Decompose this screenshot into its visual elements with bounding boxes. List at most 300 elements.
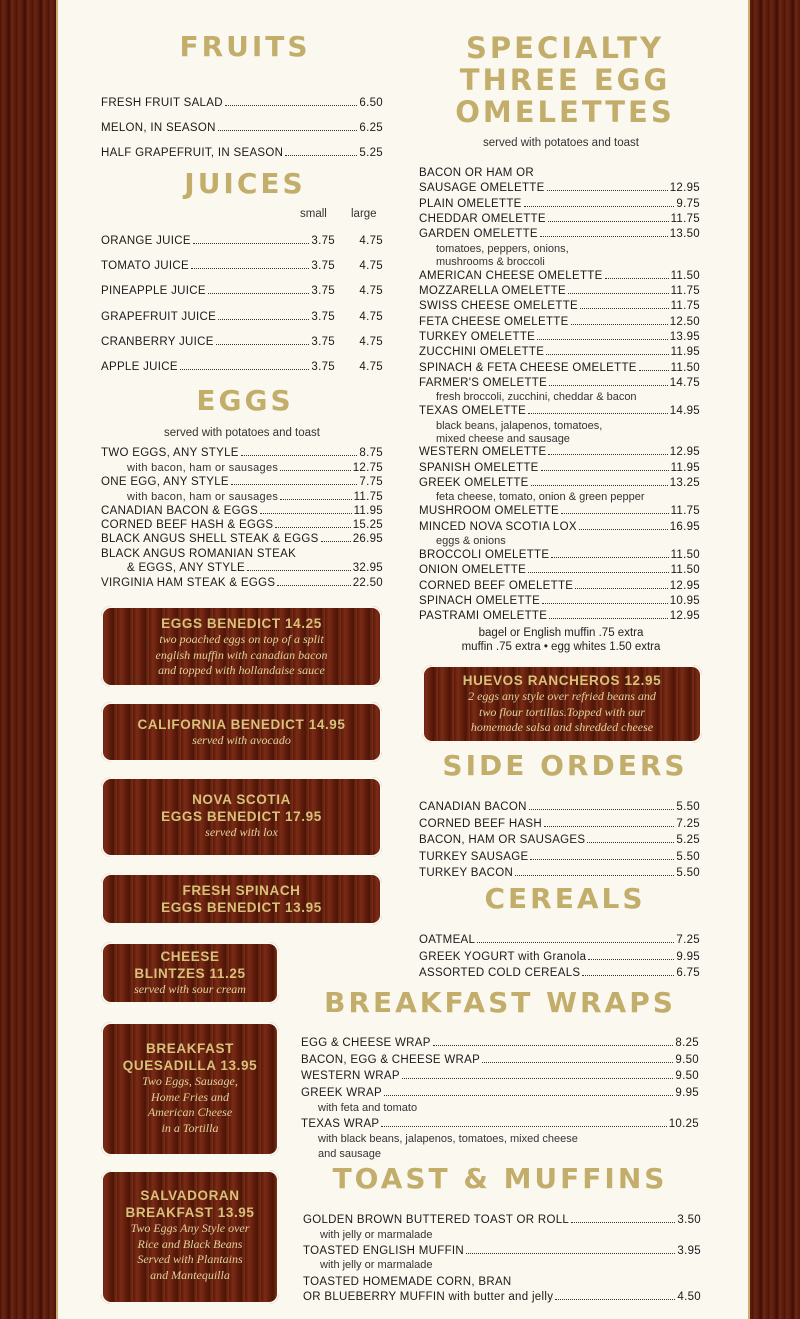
menu-item-price: 12.95 [669,182,700,195]
eggs-heading: EGGS [196,384,294,417]
menu-item-description: fresh broccoli, zucchini, cheddar & bacon [436,391,637,404]
menu-item [101,532,383,546]
menu-item-name: CORNED BEEF HASH [419,817,543,830]
side-orders-heading: SIDE ORDERS [442,749,688,782]
special-title: EGGS BENEDICT 17.95 [161,809,322,824]
menu-item-price-small: 3.75 [311,285,335,298]
menu-item-name: ONION OMELETTE [419,564,527,577]
menu-item-name: HALF GRAPEFRUIT, IN SEASON [101,147,284,159]
special-text: served with sour cream [134,982,246,996]
menu-item-name: TURKEY OMELETTE [419,330,536,343]
leader-dots [482,1053,673,1063]
menu-item [419,197,700,211]
special-title: EGGS BENEDICT 14.25 [161,616,322,631]
special-text: and Mantequilla [150,1267,230,1282]
leader-dots [548,212,669,222]
leader-dots [537,330,668,340]
menu-item [419,609,700,623]
menu-item-description: feta cheese, tomato, onion & green pepper [436,491,645,504]
menu-item-price: 12.95 [669,610,700,623]
leader-dots [551,548,668,558]
menu-item-price-small: 3.75 [311,310,335,323]
special-text: served with avocado [192,733,291,747]
leader-dots [575,579,667,589]
menu-item-name: GRAPEFRUIT JUICE [101,310,217,323]
menu-item-price: 32.95 [352,562,383,574]
menu-item-name: GREEK OMELETTE [419,477,529,490]
menu-item-name: PASTRAMI OMELETTE [419,610,548,623]
menu-item-name: ONE EGG, ANY STYLE [101,476,229,488]
menu-item-price: 6.75 [676,967,700,980]
menu-item-description: with jelly or marmalade [320,1229,433,1241]
menu-item-name: BACON, HAM OR SAUSAGES [419,834,586,847]
menu-item-name: WESTERN OMELETTE [419,446,547,459]
menu-item-name: PLAIN OMELETTE [419,197,522,210]
omelettes-heading [420,32,710,128]
menu-item-price-large: 4.75 [359,361,383,373]
menu-item [101,234,383,248]
menu-item [101,461,383,475]
menu-item [101,504,383,518]
leader-dots [588,950,674,960]
menu-item-price: 13.95 [669,330,700,343]
leader-dots [180,360,310,370]
menu-item [419,950,700,964]
leader-dots [208,284,310,294]
menu-item [101,547,383,561]
menu-item-name: SAUSAGE OMELETTE [419,182,545,195]
leader-dots [605,269,669,279]
menu-item-price-large: 4.75 [359,260,383,273]
menu-item [419,850,700,864]
omelettes-heading-line: OMELETTES [455,95,675,129]
special-text: two poached eggs on top of a split [159,632,324,646]
menu-item [419,299,700,313]
menu-item-description: eggs & onions [436,535,506,548]
menu-item-description: tomatoes, peppers, onions, [436,242,569,255]
omelettes-extra-2: muffin .75 extra • egg whites 1.50 extra [461,641,661,653]
menu-item-name: MELON, IN SEASON [101,122,216,134]
leader-dots [381,1117,666,1127]
menu-item-price-small: 3.75 [311,235,335,247]
leader-dots [321,532,351,542]
menu-item-price: 10.95 [669,595,700,607]
leader-dots [540,227,668,237]
menu-item-name: EGG & CHEESE WRAP [301,1037,431,1049]
menu-item-name: CANADIAN BACON & EGGS [101,505,259,517]
menu-item-price: 5.50 [676,801,700,813]
menu-item [419,476,700,490]
menu-item-price: 14.75 [669,377,700,389]
leader-dots [280,490,351,500]
menu-item-description: with jelly or marmalade [320,1259,433,1271]
menu-item [419,404,700,418]
leader-dots [275,518,350,528]
menu-item-price: 11.75 [670,284,700,297]
menu-item [419,966,700,980]
menu-item-price-small: 3.75 [311,335,335,348]
menu-item [419,504,700,518]
leader-dots [547,181,668,191]
menu-item [101,490,383,504]
menu-item-price: 4.50 [677,1291,701,1303]
menu-item-price: 7.25 [676,817,700,830]
menu-item-name: MOZZARELLA OMELETTE [419,284,566,297]
leader-dots [433,1036,674,1046]
menu-item-price: 9.95 [676,950,700,963]
leader-dots [241,446,358,456]
menu-item [419,817,700,831]
menu-item [301,1036,699,1050]
menu-item-name: FETA CHEESE OMELETTE [419,315,569,328]
leader-dots [225,96,358,106]
menu-item [101,518,383,532]
leader-dots [384,1086,673,1096]
menu-item-name: SWISS CHEESE OMELETTE [419,300,579,313]
menu-item-price-small: 3.75 [311,361,335,373]
wraps-heading: BREAKFAST WRAPS [324,986,676,1019]
menu-item-name: GREEK WRAP [301,1086,382,1099]
special-plaque [101,873,382,925]
menu-item-name: GOLDEN BROWN BUTTERED TOAST OR ROLL [303,1214,570,1226]
special-title: CHEESE [160,949,220,964]
menu-item [301,1086,699,1100]
leader-dots [524,197,675,207]
menu-item-name: SPINACH & FETA CHEESE OMELETTE [419,361,637,374]
menu-item [101,360,383,374]
leader-dots [548,445,667,455]
menu-item-price: 26.95 [352,533,383,545]
menu-item-price: 11.50 [670,564,700,577]
menu-item-name: AMERICAN CHEESE OMELETTE [419,269,603,282]
menu-item-price: 9.75 [676,197,700,210]
special-title: SALVADORAN [140,1188,240,1203]
menu-item-name: FRESH FRUIT SALAD [101,97,223,109]
menu-item-price: 11.95 [670,346,700,359]
juices-heading: JUICES [184,167,306,200]
special-title: BREAKFAST 13.95 [125,1205,255,1220]
leader-dots [528,563,668,573]
menu-item [101,310,383,324]
menu-item-name: CRANBERRY JUICE [101,335,214,348]
special-title: QUESADILLA 13.95 [122,1058,258,1073]
menu-item-name: SPANISH OMELETTE [419,461,539,474]
juices-col-large: large [351,208,377,220]
menu-item [419,933,700,947]
special-text: American Cheese [147,1105,233,1119]
menu-item [419,445,700,459]
leader-dots [216,335,310,345]
leader-dots [231,475,358,485]
menu-item-price: 12.95 [669,446,700,459]
leader-dots [515,866,674,876]
special-plaque [101,702,382,762]
menu-item [419,548,700,562]
huevos-text-line: homemade salsa and shredded cheese [470,720,654,734]
menu-item [101,561,383,575]
special-text: served with lox [205,825,278,839]
menu-item [419,315,700,329]
menu-item-name: CORNED BEEF HASH & EGGS [101,519,274,531]
menu-item-price: 10.25 [668,1117,699,1130]
leader-dots [639,361,669,371]
special-plaque [101,942,279,1004]
menu-item-description: with black beans, jalapenos, tomatoes, mixed cheese [318,1133,578,1146]
special-plaque [101,1022,279,1156]
menu-item-price: 11.50 [670,269,700,282]
menu-item-price: 12.75 [352,462,383,474]
menu-item [419,166,700,180]
menu-item-name: & EGGS, ANY STYLE [127,562,246,574]
menu-item [303,1275,701,1289]
menu-item-name: TWO EGGS, ANY STYLE [101,447,239,459]
menu-item-name: ASSORTED COLD CEREALS [419,967,581,980]
menu-item-name: GREEK YOGURT with Granola [419,950,587,963]
special-text: in a Tortilla [161,1120,219,1135]
toast-heading: TOAST & MUFFINS [332,1162,668,1195]
menu-item [419,461,700,475]
menu-item-name: OR BLUEBERRY MUFFIN with butter and jelly [303,1291,554,1303]
leader-dots [546,345,668,355]
menu-item-name: TURKEY SAUSAGE [419,850,529,863]
menu-item-price: 7.75 [359,476,383,488]
menu-item-name: BACON OR HAM OR [419,167,535,179]
menu-item [419,330,700,344]
omelettes-heading-line: SPECIALTY [466,31,664,65]
menu-item-name: TOASTED ENGLISH MUFFIN [303,1245,465,1257]
menu-item-name: CORNED BEEF OMELETTE [419,579,574,592]
menu-item [419,833,700,847]
menu-item-price: 3.95 [677,1245,701,1257]
menu-item [301,1069,699,1083]
menu-item [101,259,383,273]
menu-item [101,475,383,489]
menu-item-price: 12.50 [669,315,700,328]
menu-item [303,1244,701,1258]
menu-item-price: 11.95 [353,505,383,517]
menu-item [101,284,383,298]
leader-dots [218,310,309,320]
leader-dots [191,259,309,269]
menu-item-name: ORANGE JUICE [101,235,191,247]
huevos-text-line: two flour tortillas.Topped with our [479,704,645,719]
fruits-heading: FRUITS [179,30,311,63]
menu-item-price-large: 4.75 [359,235,383,247]
menu-item [419,212,700,226]
menu-item [419,269,700,283]
menu-item-price: 6.50 [359,97,383,109]
huevos-title: HUEVOS RANCHEROS 12.95 [462,673,662,688]
menu-item [301,1117,699,1131]
special-text: Home Fries and [151,1089,229,1104]
leader-dots [285,146,357,156]
menu-item-name: TURKEY BACON [419,867,514,880]
omelettes-extra-1: bagel or English muffin .75 extra [478,627,644,639]
menu-item [419,594,700,608]
menu-item [419,866,700,880]
menu-item-name: with bacon, ham or sausages [127,462,279,474]
leader-dots [529,800,675,810]
menu-item-name: BROCCOLI OMELETTE [419,548,550,561]
menu-item-name: TOASTED HOMEMADE CORN, BRAN [303,1276,512,1288]
menu-item-price: 11.75 [670,505,700,518]
menu-item-name: VIRGINIA HAM STEAK & EGGS [101,577,276,589]
menu-item-price: 3.50 [677,1214,701,1226]
special-text: Two Eggs, Sausage, [142,1074,238,1088]
menu-item-name: ZUCCHINI OMELETTE [419,346,545,359]
menu-item-price: 22.50 [352,577,383,589]
leader-dots [218,121,358,131]
menu-item-name: CANADIAN BACON [419,801,527,813]
menu-item-price-large: 4.75 [359,335,383,348]
menu-item [419,345,700,359]
leader-dots [542,594,668,604]
menu-item [101,146,383,160]
special-plaque [101,777,382,857]
menu-item [101,446,383,460]
menu-item-name: MINCED NOVA SCOTIA LOX [419,520,577,533]
menu-item [419,520,700,534]
special-title: BREAKFAST [146,1041,234,1056]
menu-item-price-large: 4.75 [359,310,383,323]
special-title: EGGS BENEDICT 13.95 [161,900,322,915]
menu-item-name: with bacon, ham or sausages [127,491,279,503]
menu-item [419,563,700,577]
menu-item-name: BLACK ANGUS ROMANIAN STEAK [101,548,297,560]
huevos-rancheros-plaque [422,665,702,743]
special-text: Two Eggs Any Style over [130,1221,250,1235]
menu-item-price: 11.75 [670,300,700,313]
leader-dots [555,1290,675,1300]
menu-item-price: 16.95 [669,520,700,533]
menu-item [419,579,700,593]
leader-dots [549,376,668,386]
menu-item-price: 9.95 [675,1086,699,1099]
menu-item [419,181,700,195]
menu-item-name: MUSHROOM OMELETTE [419,505,559,518]
menu-item-price: 6.25 [359,122,383,134]
menu-item-price: 8.25 [675,1037,699,1049]
special-text: Served with Plantains [137,1252,243,1266]
leader-dots [544,817,674,827]
menu-item-description: with feta and tomato [318,1102,418,1115]
leader-dots [531,476,668,486]
menu-item-name: FARMER'S OMELETTE [419,377,548,389]
menu-item-name: CHEDDAR OMELETTE [419,213,546,226]
omelettes-subtitle: served with potatoes and toast [483,137,639,149]
menu-item-name: APPLE JUICE [101,361,178,373]
menu-item-description: black beans, jalapenos, tomatoes, [436,419,603,432]
menu-item-description: and sausage [318,1147,381,1160]
menu-item [101,121,383,135]
menu-item-name: TEXAS WRAP [301,1117,380,1130]
menu-item-price-small: 3.75 [311,260,335,273]
menu-item-price: 5.50 [676,867,700,880]
menu-item [101,96,383,110]
menu-item-price: 11.50 [670,361,700,374]
leader-dots [247,561,351,571]
leader-dots [579,520,668,530]
leader-dots [549,609,668,619]
omelettes-heading-line: THREE EGG [459,63,671,97]
leader-dots [280,461,351,471]
leader-dots [277,576,350,586]
leader-dots [530,850,674,860]
menu-item-price: 9.50 [675,1070,699,1083]
menu-item [419,227,700,241]
leader-dots [571,315,668,325]
menu-item-price: 5.25 [359,147,383,159]
special-title: BLINTZES 11.25 [134,966,246,981]
leader-dots [466,1244,675,1254]
special-title: FRESH SPINACH [182,883,301,898]
leader-dots [571,1213,675,1223]
menu-item-name: SPINACH OMELETTE [419,595,541,607]
leader-dots [477,933,674,943]
leader-dots [260,504,351,514]
menu-item-price: 11.75 [670,213,700,226]
menu-item-price: 9.50 [675,1053,699,1066]
special-text: Rice and Black Beans [137,1236,243,1251]
menu-item-price: 8.75 [359,447,383,459]
eggs-subtitle: served with potatoes and toast [164,427,320,439]
leader-dots [541,461,669,471]
menu-item-price: 11.95 [670,461,700,474]
menu-item-name: GARDEN OMELETTE [419,228,538,241]
special-text: english muffin with canadian bacon [155,647,328,662]
special-plaque [101,1170,279,1304]
special-plaque [101,606,382,687]
menu-item [303,1290,701,1304]
menu-item-name: WESTERN WRAP [301,1070,400,1083]
leader-dots [587,833,674,843]
huevos-text-line: 2 eggs any style over refried beans and [468,689,656,703]
menu-item-price: 5.50 [676,850,700,863]
menu-item-price: 14.95 [669,405,700,418]
menu-item-name: PINEAPPLE JUICE [101,285,206,298]
menu-item-description: mushrooms & broccoli [436,255,545,268]
menu-item-name: TOMATO JUICE [101,260,189,273]
menu-item-price: 11.50 [670,548,700,561]
cereals-heading: CEREALS [484,882,646,915]
leader-dots [568,284,669,294]
menu-item-name: OATMEAL [419,934,476,946]
menu-item-price: 5.25 [676,834,700,847]
menu-item-name: BLACK ANGUS SHELL STEAK & EGGS [101,533,319,545]
special-title: CALIFORNIA BENEDICT 14.95 [137,717,346,732]
leader-dots [582,966,674,976]
menu-item [419,800,700,814]
menu-item [419,376,700,390]
menu-item-price: 7.25 [676,934,700,946]
leader-dots [402,1069,674,1079]
menu-item-price: 11.75 [353,491,383,503]
menu-item-price: 13.25 [669,477,700,490]
special-text: and topped with hollandaise sauce [158,663,325,677]
leader-dots [580,299,669,309]
menu-item-price: 13.50 [669,228,700,241]
menu-item-name: TEXAS OMELETTE [419,405,527,418]
menu-item [419,361,700,375]
menu-item-price: 15.25 [352,519,383,531]
menu-item-description: mixed cheese and sausage [436,432,570,445]
menu-item [101,576,383,590]
menu-item [301,1053,699,1067]
leader-dots [528,404,668,414]
menu-item-name: BACON, EGG & CHEESE WRAP [301,1053,481,1066]
menu-item [101,335,383,349]
leader-dots [561,504,669,514]
